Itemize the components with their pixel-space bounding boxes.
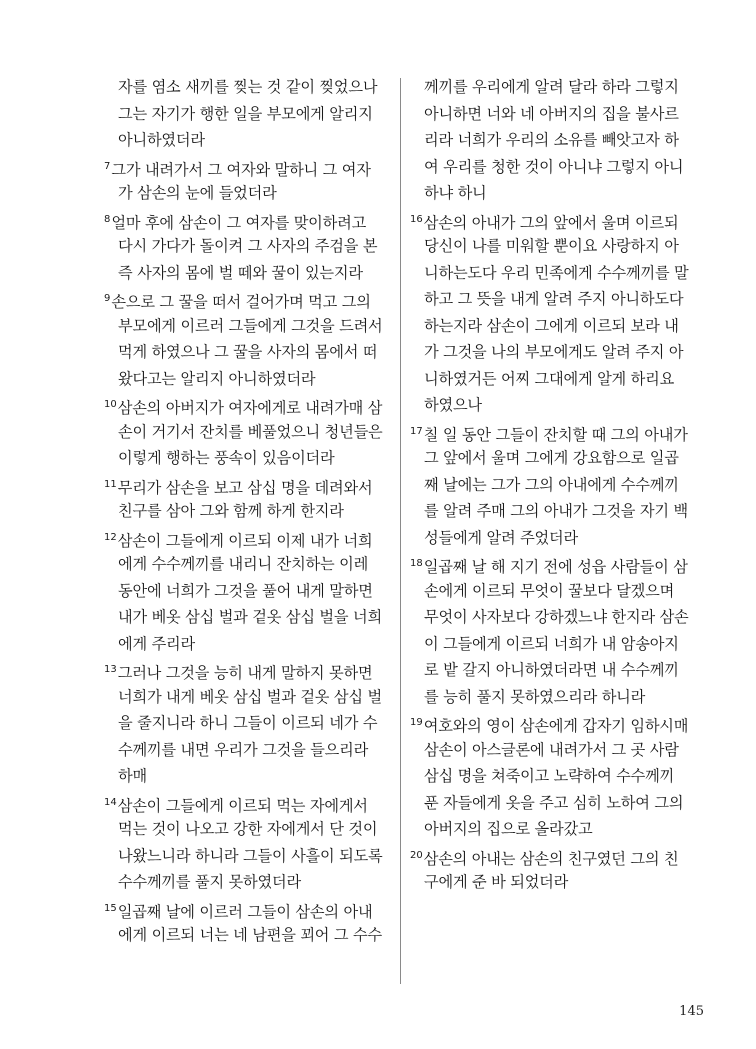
verse-line — [410, 127, 700, 154]
verse-line — [410, 816, 700, 843]
verse-line — [410, 180, 700, 207]
verse-block — [410, 419, 700, 552]
verse-block — [410, 843, 700, 896]
verse-line — [410, 525, 700, 552]
verse-text: 니하는도다 우리 민족에게 수수께끼를 말 — [424, 263, 689, 282]
verse-line — [410, 498, 700, 525]
verse-line — [410, 684, 700, 711]
verse-block — [104, 74, 394, 154]
verse-text: 삼십 명을 쳐죽이고 노략하여 수수께끼 — [424, 767, 675, 785]
verse-line — [410, 339, 700, 366]
verse-text: 일곱째 날에 이르러 그들이 삼손의 아내 — [117, 902, 373, 921]
verse-line — [410, 74, 700, 101]
verse-text: 나왔느니라 하니라 그들이 사흘이 되도록 — [118, 846, 383, 865]
verse-line — [104, 339, 394, 366]
verse-line — [410, 790, 700, 817]
verse-line — [410, 869, 700, 896]
verse-line — [104, 286, 394, 313]
verse-text: 하고 그 뜻을 내게 알려 주지 아니하도다 — [424, 290, 684, 308]
verse-text: 내가 베옷 삼십 벌과 겉옷 삼십 벌을 너희 — [118, 608, 382, 626]
verse-text: 니하였거든 어찌 그대에게 알게 하리요 — [424, 369, 675, 388]
verse-text: 그는 자기가 행한 일을 부모에게 알리지 — [118, 104, 373, 123]
verse-text: 하냐 하니 — [424, 184, 487, 202]
verse-line — [104, 816, 394, 843]
verse-line — [104, 631, 394, 658]
verse-number: 7 — [104, 160, 111, 172]
verse-line — [410, 551, 700, 578]
verse-text: 너희가 내게 베옷 삼십 벌과 겉옷 삼십 벌 — [118, 687, 382, 706]
verse-block — [104, 896, 394, 949]
verse-text: 수께끼를 내면 우리가 그것을 들으리라 — [118, 740, 369, 759]
verse-text: 하였으나 — [424, 396, 482, 414]
verse-line — [104, 260, 394, 287]
verse-line — [104, 498, 394, 525]
verse-line — [410, 392, 700, 419]
verse-line — [410, 578, 700, 605]
verse-block — [104, 472, 394, 525]
verse-text: 먹는 것이 나오고 강한 자에게서 단 것이 — [118, 820, 378, 838]
verse-line — [410, 737, 700, 764]
verse-text: 하매 — [118, 767, 147, 785]
verse-text: 이렇게 행하는 풍속이 있음이더라 — [118, 449, 335, 467]
verse-text: 무엇이 사자보다 강하겠느냐 한지라 삼손 — [424, 608, 689, 626]
verse-line — [104, 763, 394, 790]
verse-line — [104, 869, 394, 896]
verse-text: 가 그것을 나의 부모에게도 알려 주지 아 — [424, 343, 684, 361]
right-text-column — [410, 74, 700, 896]
verse-block — [104, 392, 394, 472]
verse-text: 그러나 그것을 능히 내게 말하지 못하면 — [117, 664, 373, 682]
verse-line — [104, 737, 394, 764]
verse-block — [410, 74, 700, 207]
verse-text: 왔다고는 알리지 아니하였더라 — [118, 369, 316, 388]
verse-line — [104, 233, 394, 260]
verse-text: 손이 거기서 잔치를 베풀었으니 청년들은 — [118, 422, 383, 441]
verse-number: 10 — [104, 399, 117, 410]
verse-text: 자를 염소 새끼를 찢는 것 같이 찢었으나 — [118, 78, 378, 96]
verse-text: 여호와의 영이 삼손에게 갑자기 임하시매 — [423, 717, 689, 735]
verse-text: 손으로 그 꿀을 떠서 걸어가며 먹고 그의 — [111, 293, 371, 311]
verse-line — [410, 631, 700, 658]
verse-text: 께끼를 우리에게 알려 달라 하라 그렇지 — [424, 78, 679, 96]
verse-line — [410, 154, 700, 181]
verse-text: 삼손의 아내는 삼손의 친구였던 그의 친 — [423, 849, 679, 868]
verse-block — [104, 790, 394, 896]
verse-line — [410, 286, 700, 313]
verse-line — [104, 472, 394, 499]
verse-text: 를 알려 주매 그의 아내가 그것을 자기 백 — [424, 502, 688, 520]
verse-line — [104, 896, 394, 923]
verse-line — [104, 207, 394, 234]
verse-line — [104, 604, 394, 631]
verse-line — [410, 604, 700, 631]
verse-line — [104, 445, 394, 472]
verse-line — [104, 392, 394, 419]
verse-line — [104, 313, 394, 340]
verse-line — [410, 366, 700, 393]
verse-line — [104, 843, 394, 870]
verse-text: 하는지라 삼손이 그에게 이르되 보라 내 — [424, 316, 679, 335]
verse-line — [104, 154, 394, 181]
verse-block — [104, 286, 394, 392]
verse-line — [104, 790, 394, 817]
verse-line — [410, 472, 700, 499]
verse-line — [410, 843, 700, 870]
verse-text: 부모에게 이르러 그들에게 그것을 드려서 — [118, 316, 383, 335]
verse-number: 18 — [410, 558, 423, 569]
verse-line — [410, 260, 700, 287]
verse-line — [104, 551, 394, 578]
verse-line — [104, 74, 394, 101]
verse-number: 9 — [104, 293, 111, 304]
page-number: 145 — [679, 1004, 704, 1019]
verse-block — [104, 207, 394, 287]
verse-text: 아니하였더라 — [118, 131, 205, 149]
verse-text: 성들에게 알려 주었더라 — [424, 528, 578, 547]
verse-text: 먹게 하였으나 그 꿀을 사자의 몸에서 떠 — [118, 343, 378, 361]
verse-text: 친구를 삼아 그와 함께 하게 한지라 — [118, 502, 344, 520]
verse-line — [104, 922, 394, 949]
verse-line — [104, 180, 394, 207]
verse-text: 리라 너희가 우리의 소유를 빼앗고자 하 — [424, 131, 679, 149]
verse-text: 아니하면 너와 네 아버지의 집을 불사르 — [424, 104, 679, 123]
verse-number: 17 — [410, 425, 423, 437]
verse-line — [410, 657, 700, 684]
verse-text: 에게 수수께끼를 내리니 잔치하는 이레 — [118, 555, 369, 573]
verse-line — [104, 366, 394, 393]
verse-number: 14 — [104, 796, 117, 808]
verse-number: 19 — [410, 717, 423, 728]
verse-text: 그가 내려가서 그 여자와 말하니 그 여자 — [111, 160, 371, 179]
verse-line — [104, 657, 394, 684]
verse-text: 삼손이 아스글론에 내려가서 그 곳 사람 — [424, 740, 679, 759]
verse-line — [104, 419, 394, 446]
verse-number: 8 — [104, 213, 111, 225]
verse-text: 무리가 삼손을 보고 삼십 명을 데려와서 — [117, 478, 373, 497]
verse-text: 여 우리를 청한 것이 아니냐 그렇지 아니 — [424, 157, 684, 176]
verse-text: 수수께끼를 풀지 못하였더라 — [118, 873, 301, 891]
column-divider — [400, 78, 401, 984]
verse-text: 푼 자들에게 옷을 주고 심히 노하여 그의 — [424, 793, 684, 812]
verse-number: 16 — [410, 213, 423, 225]
verse-number: 11 — [104, 478, 117, 490]
verse-text: 손에게 이르되 무엇이 꿀보다 달겠으며 — [424, 581, 675, 600]
verse-text: 이 그들에게 이르되 너희가 내 암송아지 — [424, 634, 679, 653]
verse-text: 당신이 나를 미워할 뿐이요 사랑하지 아 — [424, 237, 679, 255]
verse-block — [410, 207, 700, 419]
verse-text: 다시 가다가 돌이켜 그 사자의 주검을 본 — [118, 237, 378, 255]
verse-line — [104, 710, 394, 737]
verse-line — [410, 419, 700, 446]
verse-text: 에게 이르되 너는 네 남편을 꾀어 그 수수 — [118, 926, 382, 944]
verse-text: 동안에 너희가 그것을 풀어 내게 말하면 — [118, 581, 373, 600]
verse-block — [104, 154, 394, 207]
verse-line — [410, 313, 700, 340]
verse-line — [104, 525, 394, 552]
verse-text: 째 날에는 그가 그의 아내에게 수수께끼 — [424, 475, 679, 494]
verse-text: 일곱째 날 해 지기 전에 성읍 사람들이 삼 — [423, 558, 688, 576]
verse-block — [410, 551, 700, 710]
verse-number: 20 — [410, 849, 423, 861]
verse-text: 에게 주리라 — [118, 634, 195, 653]
verse-block — [410, 710, 700, 843]
verse-number: 13 — [104, 664, 117, 675]
verse-line — [410, 763, 700, 790]
verse-line — [104, 101, 394, 128]
verse-block — [104, 657, 394, 790]
verse-text: 를 능히 풀지 못하였으리라 하니라 — [424, 687, 646, 706]
verse-text: 삼손이 그들에게 이르되 먹는 자에게서 — [117, 796, 368, 815]
verse-number: 15 — [104, 902, 117, 914]
verse-text: 삼손의 아버지가 여자에게로 내려가매 삼 — [117, 399, 383, 417]
verse-text: 즉 사자의 몸에 벌 떼와 꿀이 있는지라 — [118, 263, 363, 282]
verse-text: 가 삼손의 눈에 들었더라 — [118, 184, 277, 202]
verse-line — [410, 207, 700, 234]
verse-text: 얼마 후에 삼손이 그 여자를 맞이하려고 — [111, 213, 367, 232]
verse-line — [104, 684, 394, 711]
verse-block — [104, 525, 394, 658]
verse-text: 삼손이 그들에게 이르되 이제 내가 너희 — [117, 531, 373, 550]
verse-text: 칠 일 동안 그들이 잔치할 때 그의 아내가 — [423, 425, 688, 444]
verse-line — [410, 101, 700, 128]
verse-text: 아버지의 집으로 올라갔고 — [424, 820, 593, 838]
verse-line — [410, 710, 700, 737]
verse-line — [104, 127, 394, 154]
verse-text: 을 줄지니라 하니 그들이 이르되 네가 수 — [118, 714, 378, 732]
verse-text: 로 밭 갈지 아니하였더라면 내 수수께끼 — [424, 661, 679, 679]
verse-line — [104, 578, 394, 605]
left-text-column — [104, 74, 394, 949]
verse-line — [410, 445, 700, 472]
verse-text: 그 앞에서 울며 그에게 강요함으로 일곱 — [424, 449, 679, 467]
verse-text: 구에게 준 바 되었더라 — [424, 873, 569, 891]
verse-number: 12 — [104, 531, 117, 543]
verse-line — [410, 233, 700, 260]
verse-text: 삼손의 아내가 그의 앞에서 울며 이르되 — [423, 213, 679, 232]
